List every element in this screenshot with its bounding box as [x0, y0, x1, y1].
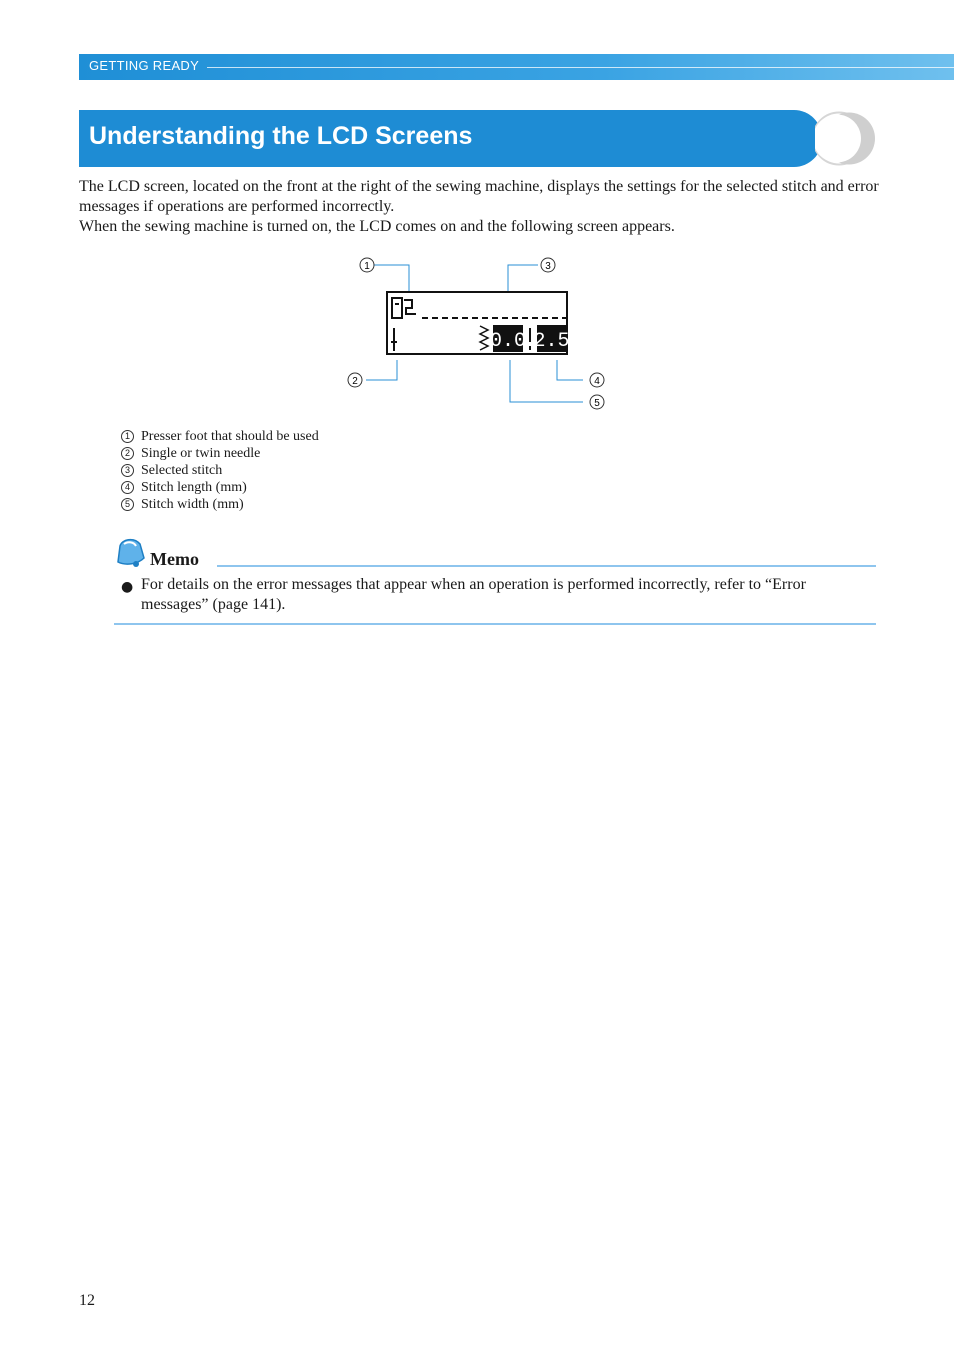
svg-text:3: 3: [545, 261, 551, 272]
callout-4: [590, 373, 604, 387]
svg-text:5: 5: [594, 398, 600, 409]
svg-text:4: 4: [594, 376, 600, 387]
stitch-width-value: 2.5: [533, 330, 570, 353]
memo-title: Memo: [150, 549, 199, 569]
legend-number: 5: [121, 498, 134, 511]
title-banner: [79, 110, 822, 167]
callout-5: [590, 395, 604, 409]
intro-paragraph-1: The LCD screen, located on the front at the right of the sewing machine, displays the settings for the selected stitch and error messages if operations are performed incorrectly.: [79, 178, 879, 215]
stitch-length-value: 0.0: [489, 330, 527, 353]
section-label: GETTING READY: [89, 58, 200, 73]
legend-number: 2: [121, 447, 134, 460]
legend-label: Stitch length (mm): [141, 480, 247, 495]
memo-bell-icon: [114, 536, 148, 570]
legend-label: Selected stitch: [141, 463, 223, 478]
legend-label: Presser foot that should be used: [141, 429, 319, 444]
title-decoration-icon: [815, 110, 877, 167]
legend-item: [121, 428, 319, 445]
callout-3: [541, 258, 555, 272]
intro-text: [79, 177, 879, 237]
legend-item: [121, 462, 319, 479]
callout-2: [348, 373, 362, 387]
legend-item: [121, 479, 319, 496]
memo-rule-bottom: [114, 623, 876, 625]
figure-legend: [121, 428, 319, 513]
legend-label: Single or twin needle: [141, 446, 261, 461]
legend-label: Stitch width (mm): [141, 497, 244, 512]
memo-bullet: ●: [121, 579, 134, 595]
legend-item: [121, 496, 319, 513]
legend-number: 4: [121, 481, 134, 494]
intro-paragraph-2: When the sewing machine is turned on, the LCD comes on and the following screen appears.: [79, 218, 675, 235]
page-number: 12: [79, 1292, 95, 1309]
svg-text:2: 2: [352, 376, 358, 387]
memo-box: [114, 536, 876, 628]
header-rule: [207, 67, 954, 68]
section-header-bar: [79, 54, 954, 80]
memo-rule-top: [217, 565, 876, 567]
legend-item: [121, 445, 319, 462]
page-title: Understanding the LCD Screens: [89, 122, 473, 150]
legend-number: 1: [121, 430, 134, 443]
legend-number: 3: [121, 464, 134, 477]
callout-1: [360, 258, 374, 272]
lcd-diagram: [340, 250, 620, 415]
memo-text: For details on the error messages that appear when an operation is performed incorrectly, refer to “Error messages” (page 141).: [141, 576, 806, 613]
svg-text:1: 1: [364, 261, 370, 272]
